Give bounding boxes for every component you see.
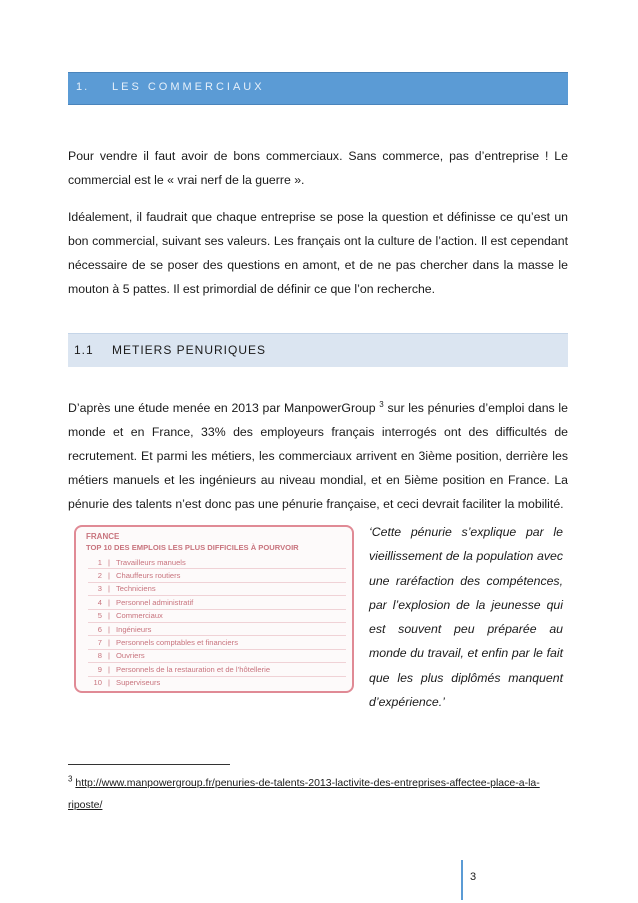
figure-item-rank: 1 bbox=[97, 557, 102, 567]
figure-item-separator: | bbox=[108, 624, 110, 634]
section-title: LES COMMERCIAUX bbox=[112, 81, 265, 93]
figure-item-separator: | bbox=[108, 571, 110, 581]
figure-list-item bbox=[88, 583, 346, 596]
figure-item-label: Superviseurs bbox=[116, 678, 161, 688]
section-heading-1-1 bbox=[68, 333, 568, 367]
footnote-separator bbox=[68, 764, 230, 765]
study-text-start: D’après une étude menée en 2013 par ManpowerGroup bbox=[68, 401, 380, 415]
section-number: 1. bbox=[76, 81, 90, 93]
figure-item-rank: 6 bbox=[97, 624, 102, 634]
paragraph-intro: Pour vendre il faut avoir de bons commerciaux. Sans commerce, pas d’entreprise ! Le commercial est le « vrai nerf de la guerre ». bbox=[68, 149, 568, 187]
section-heading-1 bbox=[68, 72, 568, 105]
figure-list-item bbox=[88, 569, 346, 582]
figure-list-item bbox=[88, 650, 346, 663]
figure-list-item bbox=[88, 636, 346, 649]
figure-item-label: Ingénieurs bbox=[116, 624, 152, 634]
figure-list-item bbox=[88, 663, 346, 676]
figure-item-separator: | bbox=[108, 651, 110, 661]
figure-item-label: Commerciaux bbox=[116, 611, 163, 621]
figure-item-rank: 5 bbox=[97, 611, 102, 621]
expert-quote: ‘Cette pénurie s’explique par le vieillissement de la population avec une raréfaction des compétences, par l’explosion de la jeunesse qui est souvent peu préparée au monde du travail, et enfin par le fait que les plus diplômés manquent d’expérience.’ bbox=[369, 525, 563, 710]
figure-item-rank: 9 bbox=[97, 664, 102, 674]
footnote bbox=[68, 772, 568, 816]
figure-item-separator: | bbox=[108, 638, 110, 648]
footnote-reference[interactable]: 3 bbox=[379, 399, 384, 409]
figure-item-separator: | bbox=[108, 664, 110, 674]
figure-list bbox=[88, 556, 346, 689]
figure-item-rank: 2 bbox=[97, 571, 102, 581]
figure-item-separator: | bbox=[108, 597, 110, 607]
figure-item-label: Personnels comptables et financiers bbox=[116, 638, 238, 648]
figure-title: TOP 10 DES EMPLOIS LES PLUS DIFFICILES À POURVOIR bbox=[86, 543, 299, 552]
figure-item-rank: 4 bbox=[97, 597, 102, 607]
figure-country: FRANCE bbox=[86, 532, 120, 541]
figure-item-label: Techniciens bbox=[116, 584, 156, 594]
top10-jobs-figure bbox=[74, 525, 354, 693]
footnote-marker: 3 bbox=[68, 774, 73, 784]
figure-item-separator: | bbox=[108, 557, 110, 567]
figure-item-label: Travailleurs manuels bbox=[116, 557, 186, 567]
subsection-number: 1.1 bbox=[74, 343, 94, 357]
figure-item-separator: | bbox=[108, 678, 110, 688]
figure-item-label: Chauffeurs routiers bbox=[116, 571, 181, 581]
subsection-title: METIERS PENURIQUES bbox=[112, 343, 267, 357]
figure-list-item bbox=[88, 623, 346, 636]
page-number: 3 bbox=[470, 871, 477, 883]
figure-list-item bbox=[88, 677, 346, 689]
figure-item-label: Personnels de la restauration et de l’hôtellerie bbox=[116, 664, 271, 674]
figure-item-label: Ouvriers bbox=[116, 651, 145, 661]
paragraph-ideal: Idéalement, il faudrait que chaque entreprise se pose la question et définisse ce qu’est un bon commercial, suivant ses valeurs. Les français ont la culture de l’action. Il est cependant nécessaire de se poser des questions en amont, et de ne pas chercher dans la masse le mouton à 5 pattes. Il est primordial de définir ce que l’on recherche. bbox=[68, 210, 568, 296]
figure-item-rank: 7 bbox=[97, 638, 102, 648]
study-text-end: sur les pénuries d’emploi dans le monde et en France, 33% des employeurs français interrogés ont des difficultés de recrutement. Et parmi les métiers, les commerciaux arrivent en 3ième position, derrière les métiers manuels et les ingénieurs au niveau mondial, et en 5ième position en France. La pénurie des talents n’est donc pas une pénurie française, et ceci devrait faciliter la mobilité. bbox=[68, 401, 568, 511]
page-number-rule bbox=[461, 860, 463, 900]
figure-item-rank: 8 bbox=[97, 651, 102, 661]
figure-item-label: Personnel administratif bbox=[116, 597, 194, 607]
figure-list-item bbox=[88, 556, 346, 569]
figure-list-item bbox=[88, 596, 346, 609]
footnote-link[interactable]: http://www.manpowergroup.fr/penuries-de-talents-2013-lactivite-des-entreprises-affectee-place-a-la-riposte/ bbox=[68, 777, 540, 811]
paragraph-study bbox=[68, 396, 568, 516]
figure-item-rank: 10 bbox=[93, 678, 102, 688]
figure-list-item bbox=[88, 610, 346, 623]
figure-item-separator: | bbox=[108, 611, 110, 621]
figure-item-rank: 3 bbox=[97, 584, 102, 594]
figure-item-separator: | bbox=[108, 584, 110, 594]
